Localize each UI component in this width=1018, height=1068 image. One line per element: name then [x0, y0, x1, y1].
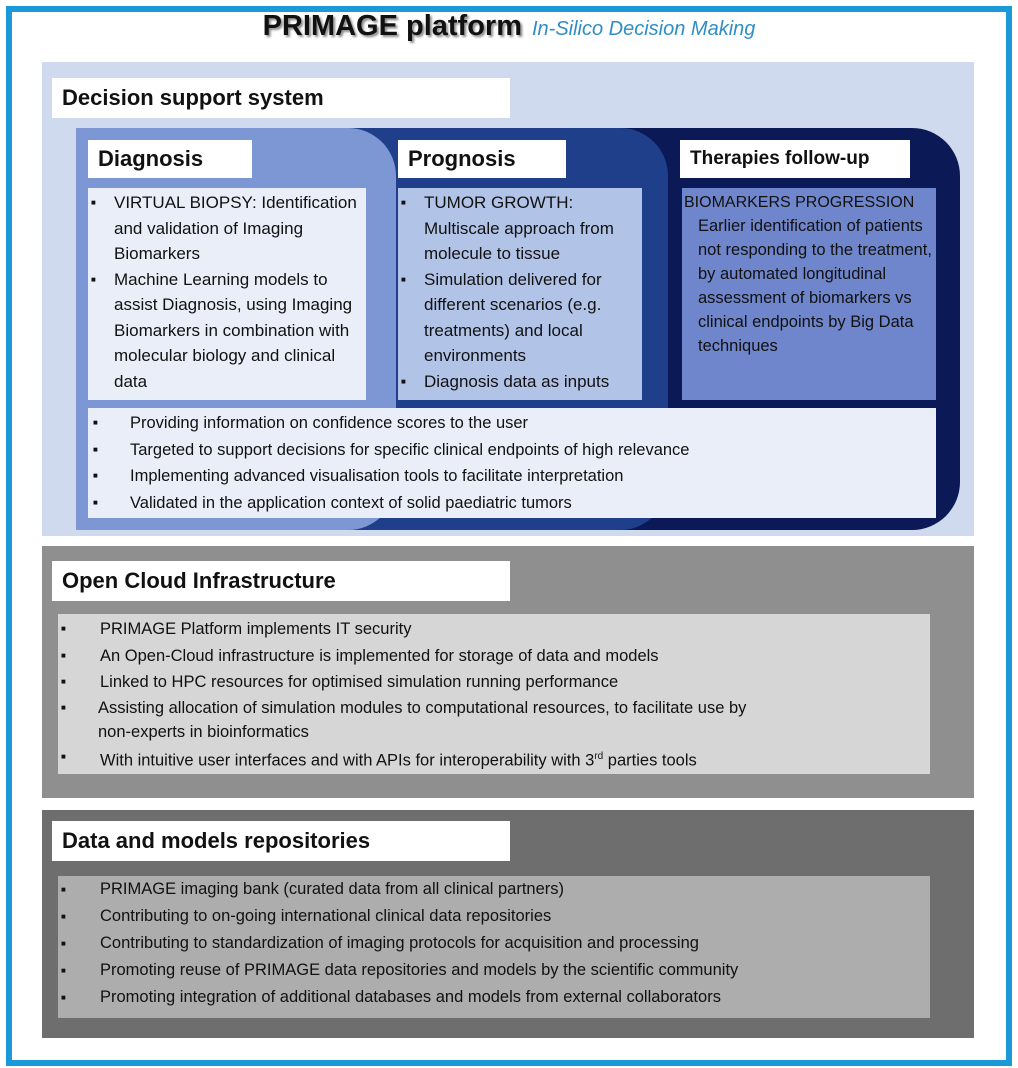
- cloud-item: ■ Linked to HPC resources for optimised simulation running performance: [58, 669, 930, 696]
- decision-common-item: ■ Validated in the application context of solid paediatric tumors: [90, 490, 936, 517]
- repositories-list: [58, 876, 930, 1011]
- prognosis-item: ■ Simulation delivered for different scenarios (e.g. treatments) and local environments: [398, 267, 638, 369]
- cloud-item: ■ An Open-Cloud infrastructure is implemented for storage of data and models: [58, 643, 930, 670]
- cloud-item-sup: rd: [594, 750, 604, 762]
- platform-header: [0, 10, 1018, 43]
- repositories-item: ■ Contributing to on-going international clinical data repositories: [58, 903, 930, 930]
- cloud-list: [58, 616, 930, 774]
- cloud-item: [58, 744, 930, 774]
- repositories-label: Data and models repositories: [52, 821, 510, 861]
- cloud-label: Open Cloud Infrastructure: [52, 561, 510, 601]
- cloud-item: ■ Assisting allocation of simulation modules to computational resources, to facilitate use by non-experts in bioinformatics: [58, 696, 930, 744]
- diagnosis-card: [88, 188, 366, 400]
- repositories-item: ■ Contributing to standardization of imaging protocols for acquisition and processing: [58, 930, 930, 957]
- decision-common-list: [90, 410, 936, 516]
- therapies-title: Therapies follow-up: [680, 140, 910, 178]
- prognosis-list: [398, 190, 638, 394]
- platform-title: PRIMAGE platform: [262, 10, 522, 42]
- decision-common-item: ■ Providing information on confidence scores to the user: [90, 410, 936, 437]
- therapies-heading: BIOMARKERS PROGRESSION: [684, 194, 915, 211]
- repositories-item: ■ Promoting reuse of PRIMAGE data repositories and models by the scientific community: [58, 957, 930, 984]
- platform-subtitle: In-Silico Decision Making: [531, 18, 756, 40]
- repositories-item: ■ PRIMAGE imaging bank (curated data from all clinical partners): [58, 876, 930, 903]
- decision-common-item: ■ Targeted to support decisions for specific clinical endpoints of high relevance: [90, 437, 936, 464]
- repositories-box: [58, 876, 930, 1018]
- prognosis-title: Prognosis: [398, 140, 566, 178]
- diagnosis-item: ■ Machine Learning models to assist Diagnosis, using Imaging Biomarkers in combination with molecular biology and clinical data: [88, 267, 362, 395]
- cloud-box: [58, 614, 930, 774]
- cloud-item: ■ PRIMAGE Platform implements IT security: [58, 616, 930, 643]
- prognosis-item: ■ Diagnosis data as inputs: [398, 369, 638, 395]
- decision-common-box: [88, 408, 936, 518]
- decision-support-label: Decision support system: [52, 78, 510, 118]
- therapies-card: [682, 188, 936, 400]
- prognosis-card: [398, 188, 642, 400]
- prognosis-item: ■ TUMOR GROWTH: Multiscale approach from molecule to tissue: [398, 190, 638, 267]
- repositories-item: ■ Promoting integration of additional databases and models from external collaborators: [58, 984, 930, 1011]
- diagnosis-item: ■ VIRTUAL BIOPSY: Identification and validation of Imaging Biomarkers: [88, 190, 362, 267]
- decision-common-item: ■ Implementing advanced visualisation tools to facilitate interpretation: [90, 463, 936, 490]
- diagnosis-list: [88, 190, 362, 394]
- cloud-item-text-end: parties tools: [603, 751, 697, 769]
- therapies-text: Earlier identification of patients not responding to the treatment, by automated longitudinal assessment of biomarkers vs clinical endpoints by Big Data techniques: [698, 217, 932, 355]
- diagnosis-title: Diagnosis: [88, 140, 252, 178]
- cloud-item-text: With intuitive user interfaces and with APIs for interoperability with 3: [100, 751, 595, 769]
